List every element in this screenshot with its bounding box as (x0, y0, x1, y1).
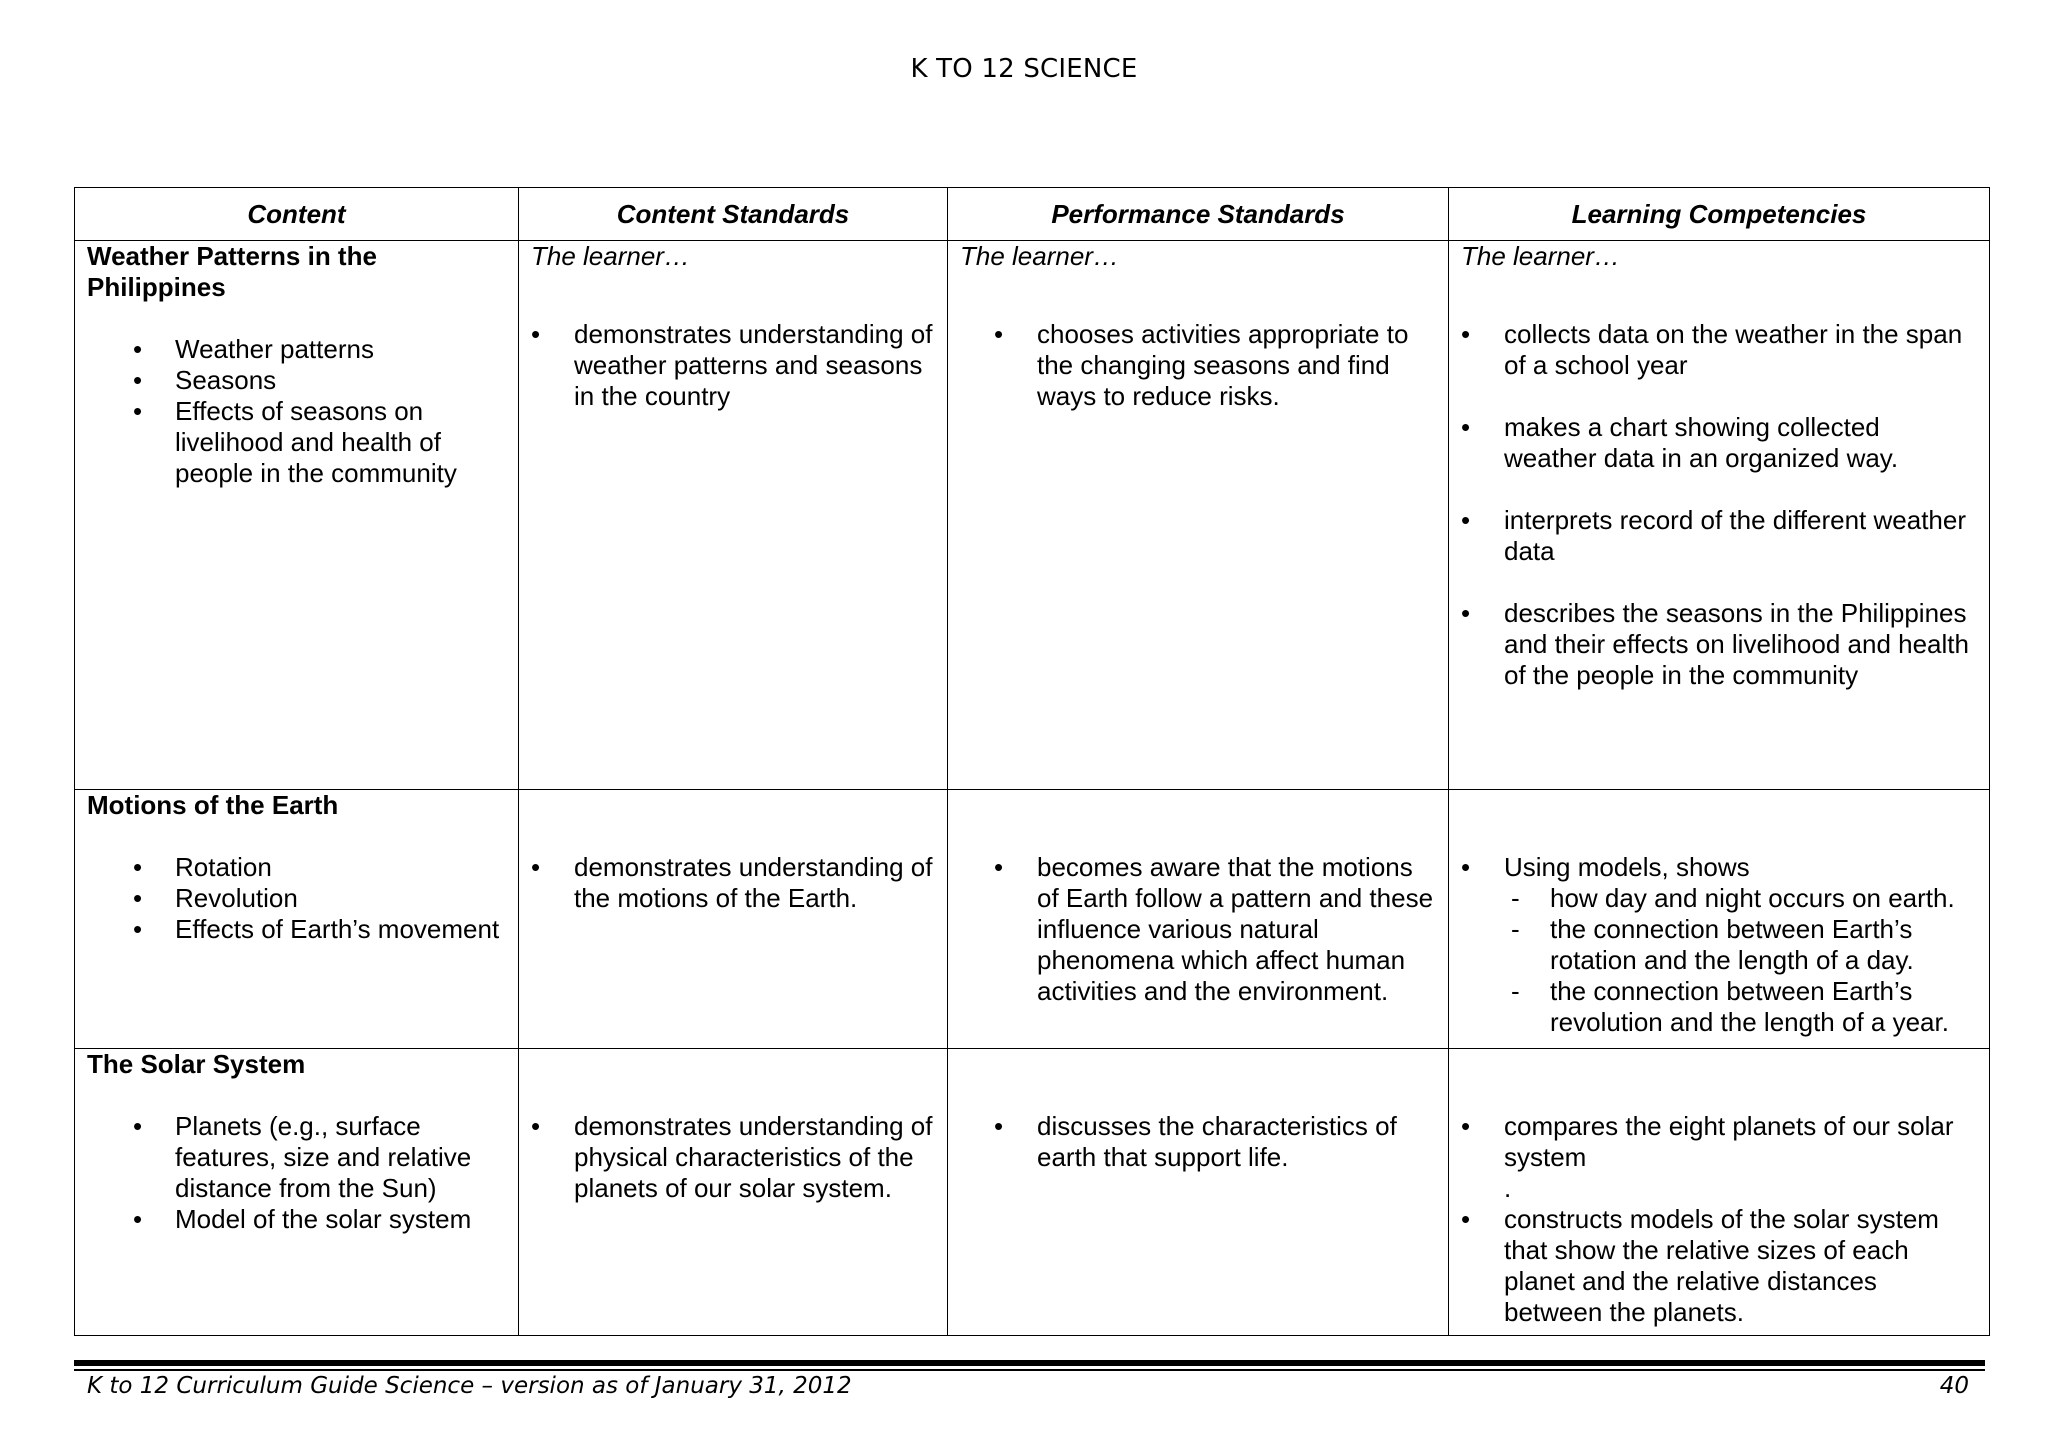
sub-list-item: - the connection between Earth’s rotation and the length of a day. (1461, 914, 1979, 976)
performance-standards-cell (948, 1049, 1449, 1336)
content-cell (75, 790, 519, 1049)
list-item: • Planets (e.g., surface features, size and relative distance from the Sun) (87, 1111, 508, 1204)
performance-standards-cell (948, 241, 1449, 790)
footer-text: K to 12 Curriculum Guide Science – version as of January 31, 2012 (87, 1373, 852, 1399)
list-item (1461, 852, 1979, 1038)
table-row (75, 1049, 1990, 1336)
column-header-content: Content (75, 188, 519, 241)
list-item: • Weather patterns (87, 334, 508, 365)
list-item: • Revolution (87, 883, 508, 914)
list-item: • makes a chart showing collected weather data in an organized way. (1461, 412, 1979, 474)
table-header-row (75, 188, 1990, 241)
content-list (87, 1111, 508, 1235)
content-list (87, 852, 508, 945)
list-item: • becomes aware that the motions of Earth follow a pattern and these influence various natural phenomena which affect human activities and the environment. (960, 852, 1438, 1007)
content-cell (75, 1049, 519, 1336)
list-item: • chooses activities appropriate to the changing seasons and find ways to reduce risks. (960, 319, 1438, 412)
lead-text: The learner… (1461, 241, 1620, 271)
competencies-list (1461, 1111, 1979, 1328)
competency-text: • compares the eight planets of our solar system (1504, 1111, 1954, 1172)
table-row (75, 790, 1990, 1049)
competencies-list (1461, 852, 1979, 1038)
performance-standards-list (960, 1111, 1438, 1173)
lead-text: The learner… (960, 241, 1119, 271)
list-item: • constructs models of the solar system that show the relative sizes of each planet and the relative distances between the planets. (1461, 1204, 1979, 1328)
content-standards-cell (519, 1049, 948, 1336)
column-header-content-standards: Content Standards (519, 188, 948, 241)
footer-rule (74, 1360, 1985, 1366)
list-item (1461, 1111, 1979, 1204)
competency-intro: Using models, shows (1504, 852, 1750, 882)
table-row (75, 241, 1990, 790)
list-item: • interprets record of the different weather data (1461, 505, 1979, 567)
performance-standards-cell (948, 790, 1449, 1049)
page-number: 40 (1939, 1373, 1969, 1399)
sub-list-item: - how day and night occurs on earth. (1461, 883, 1979, 914)
content-cell (75, 241, 519, 790)
content-standards-cell (519, 241, 948, 790)
content-standards-list (531, 1111, 937, 1204)
sub-list-item: - the connection between Earth’s revolution and the length of a year. (1461, 976, 1979, 1038)
list-item: • demonstrates understanding of physical characteristics of the planets of our solar system. (531, 1111, 937, 1204)
sub-list (1461, 883, 1979, 1038)
topic-title: Motions of the Earth (87, 790, 339, 820)
lead-text: The learner… (531, 241, 690, 271)
topic-title: Weather Patterns in the Philippines (87, 241, 377, 302)
page-header: K TO 12 SCIENCE (910, 54, 1138, 84)
list-item: • Model of the solar system (87, 1204, 508, 1235)
list-item: • demonstrates understanding of the motions of the Earth. (531, 852, 937, 914)
competencies-cell (1449, 241, 1990, 790)
competencies-cell (1449, 1049, 1990, 1336)
content-standards-list (531, 319, 937, 412)
list-item: • discusses the characteristics of earth that support life. (960, 1111, 1438, 1173)
list-item: • demonstrates understanding of weather patterns and seasons in the country (531, 319, 937, 412)
list-item: • Seasons (87, 365, 508, 396)
column-header-performance-standards: Performance Standards (948, 188, 1449, 241)
stray-period: . (1504, 1173, 1512, 1203)
competencies-cell (1449, 790, 1990, 1049)
performance-standards-list (960, 319, 1438, 412)
list-item: • Effects of Earth’s movement (87, 914, 508, 945)
topic-title: The Solar System (87, 1049, 306, 1079)
content-standards-list (531, 852, 937, 914)
column-header-learning-competencies: Learning Competencies (1449, 188, 1990, 241)
list-item: • describes the seasons in the Philippines and their effects on livelihood and health of the people in the community (1461, 598, 1979, 691)
competencies-list (1461, 319, 1979, 691)
performance-standards-list (960, 852, 1438, 1007)
content-list (87, 334, 508, 489)
content-standards-cell (519, 790, 948, 1049)
list-item: • collects data on the weather in the span of a school year (1461, 319, 1979, 381)
curriculum-table (74, 187, 1990, 1336)
list-item: • Rotation (87, 852, 508, 883)
list-item: • Effects of seasons on livelihood and health of people in the community (87, 396, 508, 489)
